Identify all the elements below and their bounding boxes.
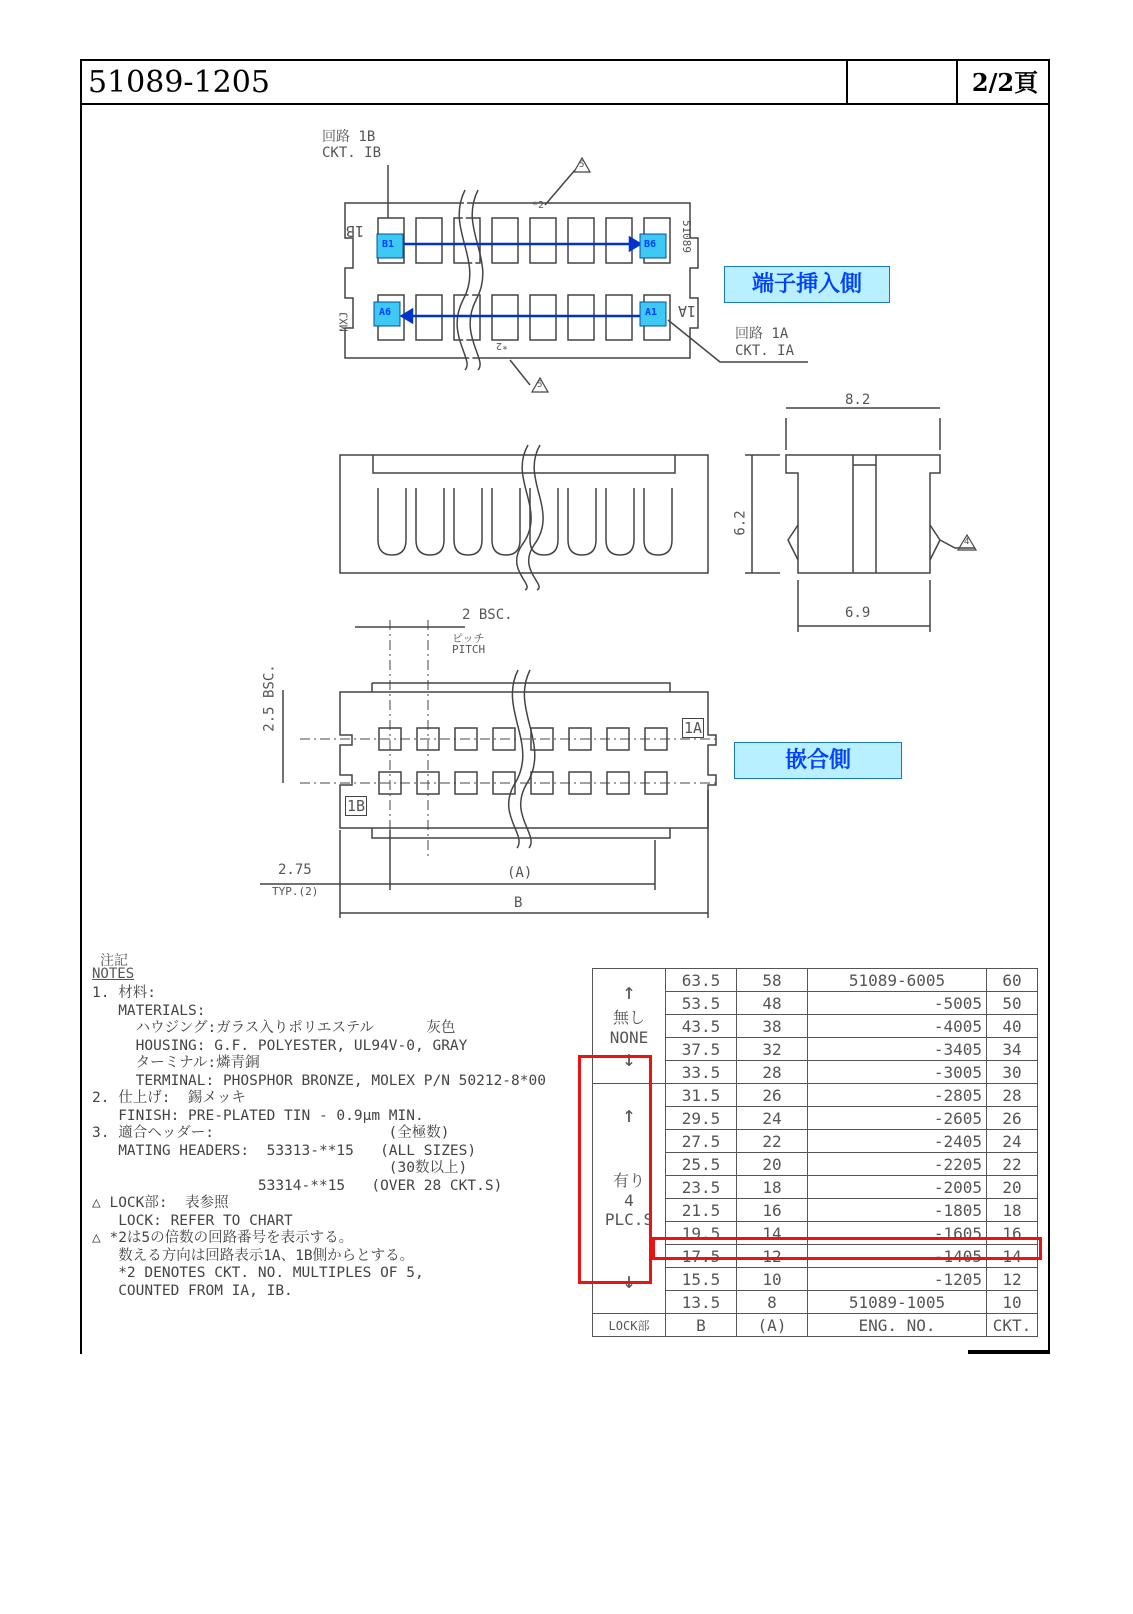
lock-none-jp: 無し xyxy=(612,1008,645,1027)
row-dim-label: 2.5 BSC. xyxy=(261,664,278,732)
dim-height-label: 6.2 xyxy=(732,510,749,536)
chart-cell-ckt: 60 xyxy=(987,969,1038,992)
chart-cell-eng: -2405 xyxy=(808,1130,987,1153)
chart-cell-eng: -3005 xyxy=(808,1061,987,1084)
front-view-break-line xyxy=(517,445,531,590)
chart-row xyxy=(593,969,1038,992)
notes-body xyxy=(92,985,546,1300)
dim-8-2 xyxy=(786,408,940,450)
chart-cell-eng: -3405 xyxy=(808,1038,987,1061)
chart-cell-b: 13.5 xyxy=(666,1291,737,1314)
chart-header-row xyxy=(593,1314,1038,1337)
leader-note5-bottom xyxy=(510,360,530,385)
note-line: 53314-**15 (OVER 28 CKT.S) xyxy=(92,1177,503,1194)
chart-cell-eng: -1805 xyxy=(808,1199,987,1222)
note-line: 2. 仕上げ: 錫メッキ xyxy=(92,1090,246,1106)
chart-cell-b: 43.5 xyxy=(666,1015,737,1038)
top-view-housing xyxy=(345,203,698,358)
note5-ref-top: 5 xyxy=(579,160,585,170)
chart-cell-ckt: 20 xyxy=(987,1176,1038,1199)
chart-cell-b: 37.5 xyxy=(666,1038,737,1061)
top-view-cavities xyxy=(378,218,670,340)
front-view-top-step xyxy=(373,455,675,473)
note-line: 1. 材料: xyxy=(92,985,156,1001)
note-line: *2 DENOTES CKT. NO. MULTIPLES OF 5, xyxy=(92,1265,424,1281)
dim-6-2 xyxy=(745,455,780,573)
note-line: FINISH: PRE-PLATED TIN - 0.9μm MIN. xyxy=(92,1107,424,1124)
chart-cell-a: 8 xyxy=(737,1291,808,1314)
chart-cell-eng: -2605 xyxy=(808,1107,987,1130)
chart-cell-ckt: 24 xyxy=(987,1130,1038,1153)
pitch-dim-label: 2 BSC. xyxy=(462,607,513,623)
pitch-jp-label: ピッチ xyxy=(452,632,485,645)
mating-view-lips xyxy=(372,683,670,838)
side-1a-label: 1A xyxy=(678,302,697,320)
chart-cell-ckt: 14 xyxy=(987,1245,1038,1268)
housing-mark-51089: 51089 xyxy=(680,219,694,254)
dim-b xyxy=(340,790,708,918)
chart-cell-eng: 51089-1005 xyxy=(808,1291,987,1314)
housing-mark-mxj: MXJ xyxy=(337,311,351,332)
chart-cell-eng: -1605 xyxy=(808,1222,987,1245)
mark-1b: 1B xyxy=(347,797,366,815)
chart-cell-ckt: 12 xyxy=(987,1268,1038,1291)
chart-cell-ckt: 16 xyxy=(987,1222,1038,1245)
pin-b6-label: B6 xyxy=(644,239,657,250)
side-view-housing xyxy=(786,455,940,573)
lock-yes-jp: 有り xyxy=(612,1171,645,1190)
chart-cell-a: 32 xyxy=(737,1038,808,1061)
mating-view-break-line xyxy=(509,670,523,848)
note-line: COUNTED FROM IA, IB. xyxy=(92,1282,293,1299)
chart-cell-ckt: 30 xyxy=(987,1061,1038,1084)
chart-cell-a: 22 xyxy=(737,1130,808,1153)
chart-header-b: B xyxy=(666,1314,737,1337)
chart-cell-a: 20 xyxy=(737,1153,808,1176)
note-line: (30数以上) xyxy=(92,1160,468,1176)
chart-cell-eng: -2805 xyxy=(808,1084,987,1107)
chart-cell-a: 48 xyxy=(737,992,808,1015)
side-view-rib xyxy=(853,455,876,573)
chart-cell-a: 16 xyxy=(737,1199,808,1222)
chart-cell-eng: -1205 xyxy=(808,1268,987,1291)
chart-cell-ckt: 22 xyxy=(987,1153,1038,1176)
chart-cell-b: 19.5 xyxy=(666,1222,737,1245)
notes-title-en: NOTES xyxy=(92,966,135,982)
notes-title-jp: 注記 xyxy=(100,953,128,969)
pin-b1-label: B1 xyxy=(382,239,395,250)
chart-cell-b: 29.5 xyxy=(666,1107,737,1130)
chart-cell-a: 18 xyxy=(737,1176,808,1199)
chart-cell-a: 14 xyxy=(737,1222,808,1245)
insertion-side-label: 端子挿入側 xyxy=(724,266,890,303)
lock-yes-cell: ↑ 有り 4 PLC.S ↓ xyxy=(593,1084,666,1314)
dim-a-label: (A) xyxy=(507,865,533,881)
ckt-1a-en-label: CKT. IA xyxy=(735,343,795,359)
chart-header-ckt: CKT. xyxy=(987,1314,1038,1337)
chart-cell-b: 25.5 xyxy=(666,1153,737,1176)
chart-cell-eng: 51089-6005 xyxy=(808,969,987,992)
typ-label: TYP.(2) xyxy=(272,885,319,898)
chart-cell-ckt: 40 xyxy=(987,1015,1038,1038)
chart-cell-b: 27.5 xyxy=(666,1130,737,1153)
dim-width-label: 8.2 xyxy=(845,392,871,408)
arrow-b1-b6-head xyxy=(630,238,640,250)
note-line: △ *2は5の倍数の回路番号を表示する。 xyxy=(92,1230,354,1246)
note-line: ハウジング:ガラス入りポリエステル 灰色 xyxy=(92,1020,456,1036)
note-line: TERMINAL: PHOSPHOR BRONZE, MOLEX P/N 50212-8*00 xyxy=(92,1072,546,1089)
star-mark-bottom: *2 xyxy=(496,340,509,351)
chart-header-a: (A) xyxy=(737,1314,808,1337)
chart-cell-a: 12 xyxy=(737,1245,808,1268)
dim-bottom-label: 6.9 xyxy=(845,605,871,621)
dim-b-label: B xyxy=(514,895,523,911)
chart-cell-eng: -5005 xyxy=(808,992,987,1015)
lock-none-en: NONE xyxy=(609,1028,649,1047)
side-view-lock xyxy=(788,525,940,560)
chart-header-eng: ENG. NO. xyxy=(808,1314,987,1337)
chart-cell-a: 24 xyxy=(737,1107,808,1130)
front-view-contacts xyxy=(378,488,672,555)
chart-cell-ckt: 34 xyxy=(987,1038,1038,1061)
chart-cell-ckt: 50 xyxy=(987,992,1038,1015)
chart-cell-b: 23.5 xyxy=(666,1176,737,1199)
ckt-1a-jp-label: 回路 1A xyxy=(735,326,789,342)
chart-cell-b: 17.5 xyxy=(666,1245,737,1268)
note4-ref: 4 xyxy=(964,537,970,547)
note-line: 3. 適合ヘッダー: (全極数) xyxy=(92,1125,450,1141)
top-view-break-line-2 xyxy=(470,190,483,370)
leader-note5-top xyxy=(545,170,575,205)
chart-cell-eng: -2205 xyxy=(808,1153,987,1176)
mating-side-label: 嵌合側 xyxy=(734,742,902,779)
ckt-1b-jp-label: 回路 1B xyxy=(322,129,376,145)
selected-row-highlight xyxy=(652,1237,1042,1260)
chart-cell-a: 10 xyxy=(737,1268,808,1291)
chart-cell-ckt: 10 xyxy=(987,1291,1038,1314)
pitch-centerlines xyxy=(390,620,428,860)
lock-highlight-box xyxy=(578,1055,652,1284)
chart-cell-eng: -2005 xyxy=(808,1176,987,1199)
star-mark-top: *2 xyxy=(532,200,545,211)
mating-centerlines xyxy=(300,739,720,783)
mating-view-housing xyxy=(340,692,716,828)
chart-cell-b: 21.5 xyxy=(666,1199,737,1222)
side-1b-label: 1B xyxy=(346,222,365,240)
chart-cell-eng: -1405 xyxy=(808,1245,987,1268)
chart-cell-a: 58 xyxy=(737,969,808,992)
dimension-chart xyxy=(592,968,1038,1337)
lock-none-cell: ↑ 無し NONE ↓ xyxy=(593,969,666,1084)
page-number: 2/2頁 xyxy=(956,61,1052,103)
mark-1a: 1A xyxy=(684,719,703,737)
chart-cell-ckt: 26 xyxy=(987,1107,1038,1130)
chart-cell-a: 38 xyxy=(737,1015,808,1038)
typ-dim-label: 2.75 xyxy=(278,862,312,878)
leader-note4 xyxy=(940,540,975,548)
chart-row xyxy=(593,1084,1038,1107)
pin-a1-label: A1 xyxy=(645,307,658,318)
chart-header-lock: LOCK部 xyxy=(593,1314,666,1337)
note-line: LOCK: REFER TO CHART xyxy=(92,1212,293,1229)
chart-cell-b: 31.5 xyxy=(666,1084,737,1107)
note-line: MATERIALS: xyxy=(92,1002,206,1019)
lock-yes-en: 4 PLC.S xyxy=(604,1191,654,1229)
chart-cell-b: 63.5 xyxy=(666,969,737,992)
chart-cell-a: 26 xyxy=(737,1084,808,1107)
chart-cell-b: 15.5 xyxy=(666,1268,737,1291)
note-line: 数える方向は回路表示1A、1B側からとする。 xyxy=(92,1247,415,1264)
note5-ref-bottom: 5 xyxy=(537,380,543,390)
note-line: △ LOCK部: 表参照 xyxy=(92,1195,229,1211)
part-number: 51089-1205 xyxy=(88,65,270,100)
note-line: MATING HEADERS: 53313-**15 (ALL SIZES) xyxy=(92,1142,477,1159)
pin-a6-label: A6 xyxy=(379,307,392,318)
chart-cell-b: 53.5 xyxy=(666,992,737,1015)
chart-cell-ckt: 18 xyxy=(987,1199,1038,1222)
pitch-en-label: PITCH xyxy=(452,643,486,656)
chart-cell-eng: -4005 xyxy=(808,1015,987,1038)
note-line: ターミナル:燐青銅 xyxy=(92,1055,260,1071)
note-line: HOUSING: G.F. POLYESTER, UL94V-0, GRAY xyxy=(92,1037,468,1054)
chart-cell-a: 28 xyxy=(737,1061,808,1084)
dim-a xyxy=(260,830,655,890)
ckt-1b-en-label: CKT. IB xyxy=(322,145,382,161)
chart-cell-b: 33.5 xyxy=(666,1061,737,1084)
chart-cell-ckt: 28 xyxy=(987,1084,1038,1107)
